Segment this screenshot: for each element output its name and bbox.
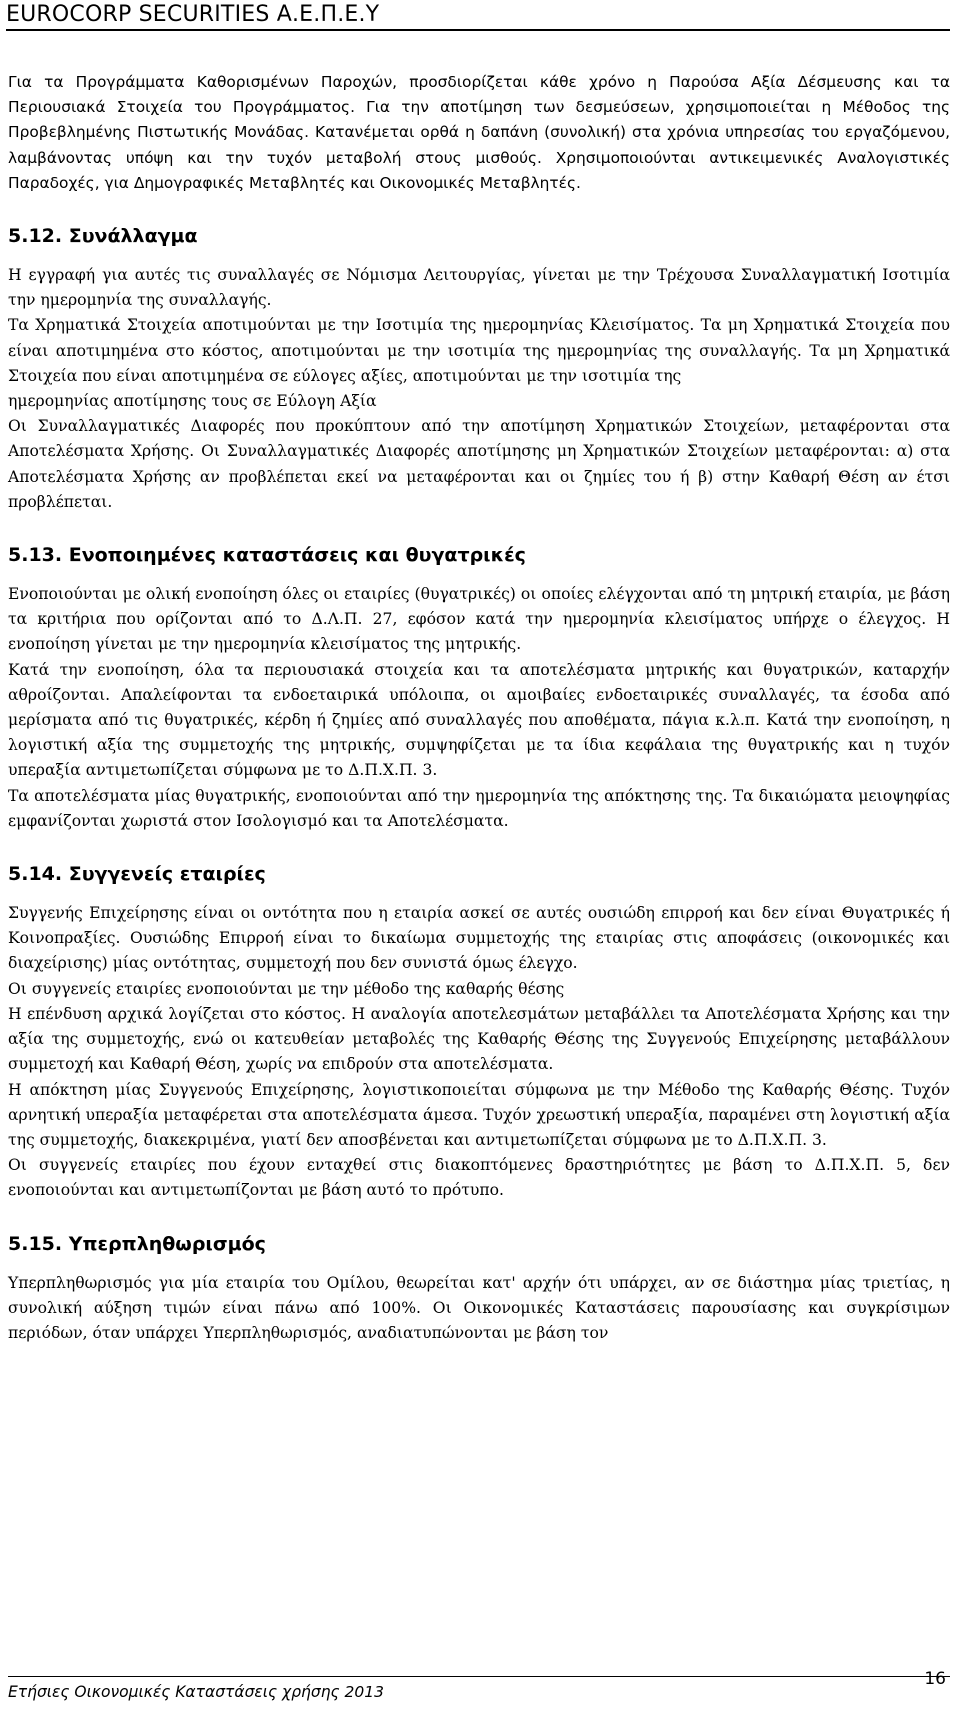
document-body <box>8 70 950 1346</box>
paragraph: Η εγγραφή για αυτές τις συναλλαγές σε Νόμισμα Λειτουργίας, γίνεται με την Τρέχουσα Συναλλαγματική Ισοτιμία την ημερομηνία της συναλλαγής. <box>8 266 950 310</box>
paragraph: Τα Χρηματικά Στοιχεία αποτιμούνται με την Ισοτιμία της ημερομηνίας Κλεισίματος. Τα μη Χρηματικά Στοιχεία που είναι αποτιμημένα στο κόστος, αποτιμούνται με την ισοτιμία της ημερομηνίας της συναλλαγής. Τα μη Χρηματικά Στοιχεία που είναι αποτιμημένα σε εύλογες αξίες, αποτιμούνται με την ισοτιμία της <box>8 316 950 385</box>
paragraph: ημερομηνίας αποτίμησης τους σε Εύλογη Αξία <box>8 392 377 411</box>
page-number: 16 <box>924 1669 946 1689</box>
intro-paragraph: Για τα Προγράμματα Καθορισμένων Παροχών, προσδιορίζεται κάθε χρόνο η Παρούσα Αξία Δέσμευσης και τα Περιουσιακά Στοιχεία του Προγράμματος. Για την αποτίμηση των δεσμεύσεων, χρησιμοποιείται η Μέθοδος της Προβεβλημένης Πιστωτικής Μονάδας. Κατανέμεται ορθά η δαπάνη (συνολική) στα χρόνια υπηρεσίας του εργαζόμενου, λαμβάνοντας υπόψη και την τυχόν μεταβολή στους μισθούς. Χρησιμοποιούνται αντικειμενικές Αναλογιστικές Παραδοχές, για Δημογραφικές Μεταβλητές και Οικονομικές Μεταβλητές. <box>8 73 950 192</box>
company-title: EUROCORP SECURITIES Α.Ε.Π.Ε.Υ <box>6 2 380 27</box>
page-header <box>6 2 950 31</box>
paragraph: Η απόκτηση μίας Συγγενούς Επιχείρησης, λογιστικοποιείται σύμφωνα με την Μέθοδο της Καθαρής Θέσης. Τυχόν αρνητική υπεραξία μεταφέρεται στα αποτελέσματα άμεσα. Τυχόν χρεωστική υπεραξία, παραμένει στη λογιστική αξία της συμμετοχής, διακεκριμένα, γιατί δεν αποσβένεται και αντιμετωπίζεται σύμφωνα με το Δ.Π.Χ.Π. 3. <box>8 1080 950 1149</box>
paragraph: Υπερπληθωρισμός για μία εταιρία του Ομίλου, θεωρείται κατ' αρχήν ότι υπάρχει, αν σε διάστημα μίας τριετίας, η συνολική αύξηση τιμών είναι πάνω από 100%. Οι Οικονομικές Καταστάσεις παρουσίασης και συγκρίσιμων περιόδων, όταν υπάρχει Υπερπληθωρισμός, αναδιατυπώνονται με βάση τον <box>8 1273 950 1342</box>
section-heading-5-14: 5.14. Συγγενείς εταιρίες <box>8 863 266 886</box>
paragraph: Οι συγγενείς εταιρίες που έχουν ενταχθεί στις διακοπτόμενες δραστηριότητες με βάση το Δ.Π.Χ.Π. 5, δεν ενοποιούνται και αντιμετωπίζονται με βάση αυτό το πρότυπο. <box>8 1156 950 1200</box>
paragraph: Ενοποιούνται με ολική ενοποίηση όλες οι εταιρίες (θυγατρικές) οι οποίες ελέγχονται από τη μητρική εταιρία, με βάση τα κριτήρια που ορίζονται από το Δ.Λ.Π. 27, εφόσον κατά την ημερομηνία κλεισίματος υπήρχε ο έλεγχος. Η ενοποίηση γίνεται με την ημερομηνία κλεισίματος της μητρικής. <box>8 585 950 654</box>
paragraph: Συγγενής Επιχείρησης είναι οι οντότητα που η εταιρία ασκεί σε αυτές ουσιώδη επιρροή και δεν είναι Θυγατρικές ή Κοινοπραξίες. Ουσιώδης Επιρροή είναι το δικαίωμα συμμετοχής της εταιρίας στις αποφάσεις (οικονομικές και διαχείρισης) μίας οντότητας, συμμετοχή που δεν συνιστά όμως έλεγχο. <box>8 904 950 973</box>
paragraph: Η επένδυση αρχικά λογίζεται στο κόστος. Η αναλογία αποτελεσμάτων μεταβάλλει τα Αποτελέσματα Χρήσης και την αξία της συμμετοχής, ενώ οι κατευθείαν μεταβολές της Καθαρής Θέσης της Συγγενούς Επιχείρησης μεταβάλλουν συμμετοχή και Καθαρή Θέση, χωρίς να επιδρούν στα αποτελέσματα. <box>8 1004 950 1074</box>
section-heading-5-13: 5.13. Ενοποιημένες καταστάσεις και θυγατρικές <box>8 544 526 567</box>
section-heading-5-15: 5.15. Υπερπληθωρισμός <box>8 1232 266 1255</box>
paragraph: Οι συγγενείς εταιρίες ενοποιούνται με την μέθοδο της καθαρής θέσης <box>8 979 565 998</box>
paragraph: Τα αποτελέσματα μίας θυγατρικής, ενοποιούνται από την ημερομηνία της απόκτησης της. Τα δικαιώματα μειοψηφίας εμφανίζονται χωριστά στον Ισολογισμό και τα Αποτελέσματα. <box>8 786 950 830</box>
page-footer <box>8 1669 950 1702</box>
paragraph: Οι Συναλλαγματικές Διαφορές που προκύπτουν από την αποτίμηση Χρηματικών Στοιχείων, μεταφέρονται στα Αποτελέσματα Χρήσης. Οι Συναλλαγματικές Διαφορές αποτίμησης μη Χρηματικών Στοιχείων μεταφέρονται: α) στα Αποτελέσματα Χρήσης αν προβλέπεται εκεί να μεταφέρονται και οι ζημίες του ή β) στην Καθαρή Θέση αν έτσι προβλέπεται. <box>8 417 950 511</box>
section-heading-5-12: 5.12. Συνάλλαγμα <box>8 225 198 248</box>
paragraph: Κατά την ενοποίηση, όλα τα περιουσιακά στοιχεία και τα αποτελέσματα μητρικής και θυγατρικών, καταρχήν αθροίζονται. Απαλείφονται τα ενδοεταιρικά υπόλοιπα, οι αμοιβαίες ενδοεταιρικές συναλλαγές, τα έσοδα από μερίσματα από τις θυγατρικές, κέρδη ή ζημίες από συναλλαγές που αποθέματα, πάγια κ.λ.π. Κατά την ενοποίηση, η λογιστική αξία της συμμετοχής της μητρικής, συμψηφίζεται με τα ίδια κεφάλαια της θυγατρικής και η τυχόν υπεραξία αντιμετωπίζεται σύμφωνα με το Δ.Π.Χ.Π. 3. <box>8 660 950 780</box>
footer-text: Ετήσιες Οικονομικές Καταστάσεις χρήσης 2013 <box>8 1683 384 1701</box>
